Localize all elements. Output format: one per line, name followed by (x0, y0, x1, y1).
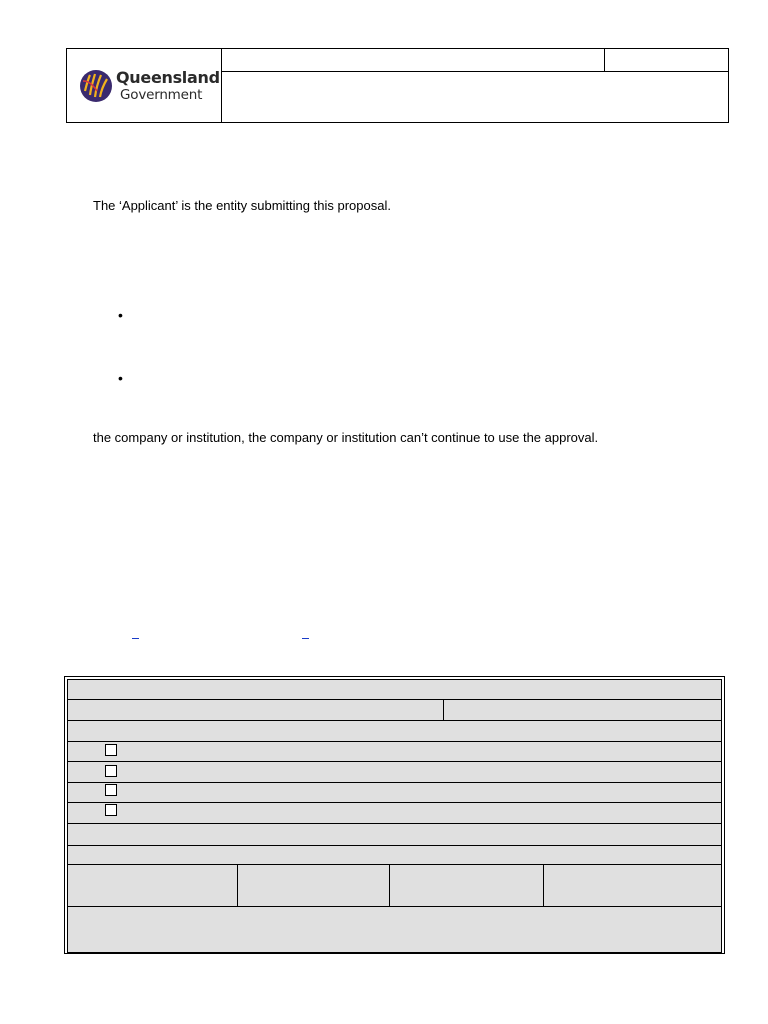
logo-cell (67, 49, 222, 122)
approval-paragraph: the company or institution, the company or institution can’t continue to use the approval. (93, 430, 599, 445)
form-row (67, 699, 722, 721)
application-form (64, 676, 725, 954)
queensland-emblem-icon (79, 69, 113, 103)
bullet-marker: • (118, 370, 123, 386)
bullet-marker: • (118, 307, 123, 323)
form-row (67, 864, 722, 907)
checkbox[interactable] (105, 765, 117, 777)
checkbox[interactable] (105, 744, 117, 756)
form-row[interactable] (67, 845, 722, 865)
form-row[interactable] (67, 720, 722, 742)
form-row[interactable] (67, 906, 722, 953)
checkbox-row (67, 802, 722, 824)
hyperlink[interactable] (132, 638, 139, 639)
header-title-cell (222, 49, 605, 72)
checkbox-row (67, 761, 722, 783)
checkbox-row (67, 782, 722, 803)
form-field[interactable] (238, 865, 390, 906)
checkbox[interactable] (105, 804, 117, 816)
checkbox-row (67, 741, 722, 762)
form-field[interactable] (68, 865, 238, 906)
document-header (66, 48, 729, 123)
header-reference-cell (605, 49, 728, 72)
form-field[interactable] (390, 865, 544, 906)
checkbox[interactable] (105, 784, 117, 796)
form-field[interactable] (68, 700, 444, 720)
header-subtitle-cell (222, 72, 728, 122)
form-row[interactable] (67, 679, 722, 700)
form-row[interactable] (67, 823, 722, 846)
applicant-paragraph: The ‘Applicant’ is the entity submitting this proposal. (93, 198, 391, 213)
logo-text-queensland: Queensland (116, 68, 220, 87)
hyperlink[interactable] (302, 638, 309, 639)
logo-text-government: Government (120, 87, 203, 103)
